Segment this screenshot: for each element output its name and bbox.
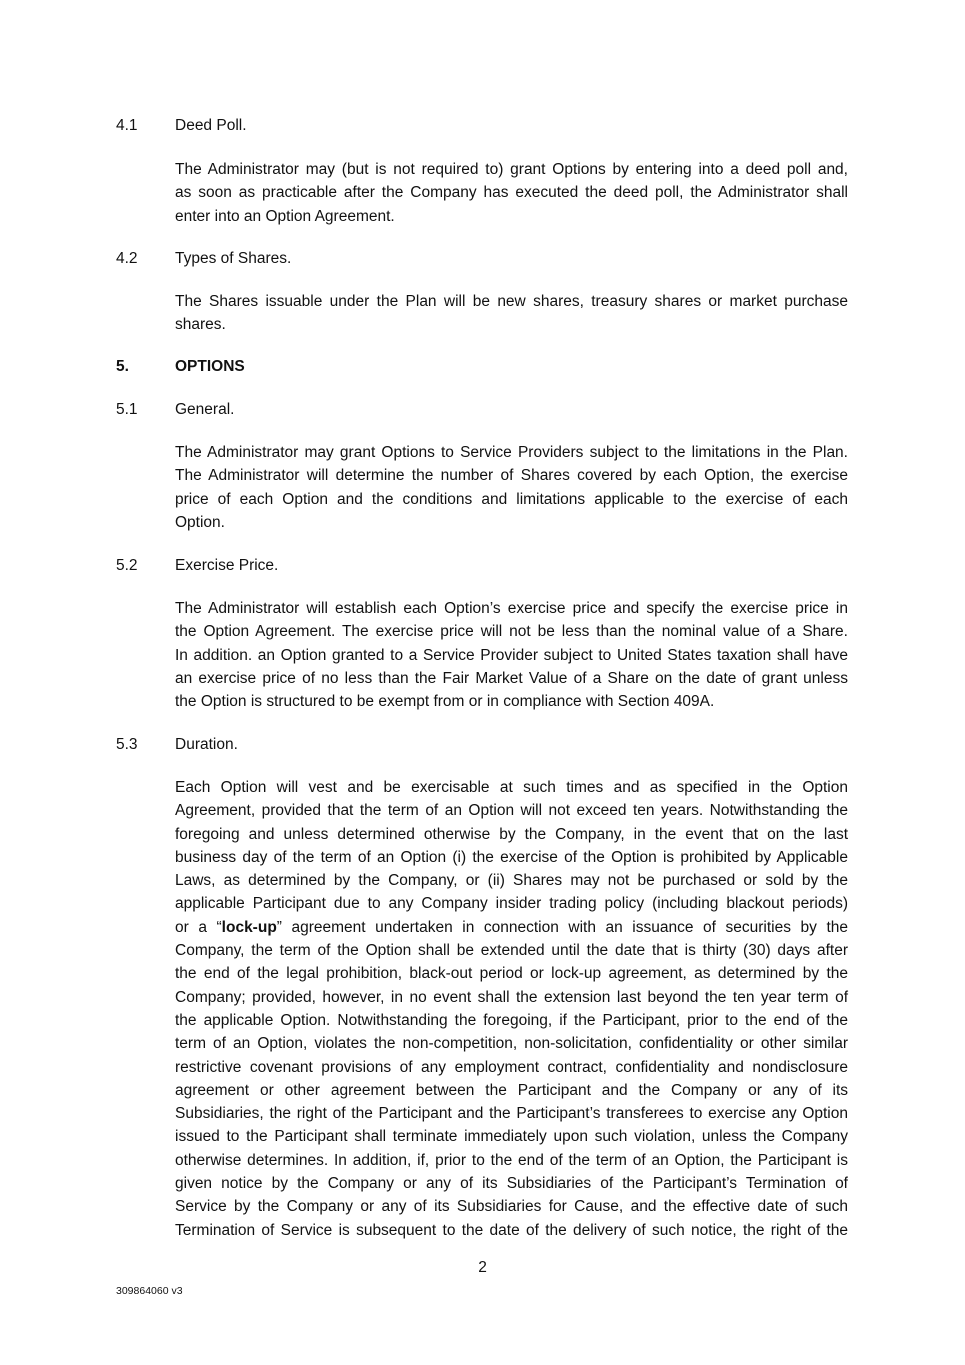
section-number: 4.2 xyxy=(116,250,138,267)
paragraph-line xyxy=(175,916,848,939)
paragraph-line: foregoing and unless determined otherwise by the Company, in the event that on the last xyxy=(175,825,848,843)
paragraph-line: the applicable Option. Notwithstanding the foregoing, if the Participant, prior to the end of the xyxy=(175,1011,848,1029)
paragraph-line: shares. xyxy=(175,316,226,334)
paragraph-line: the Option is structured to be exempt from or in compliance with Section 409A. xyxy=(175,693,715,711)
section-number: 5. xyxy=(116,358,129,375)
section-heading: General. xyxy=(175,401,235,418)
paragraph-line: price of each Option and the conditions and limitations applicable to the exercise of each xyxy=(175,490,848,508)
paragraph-line: Option. xyxy=(175,513,225,531)
section-heading: OPTIONS xyxy=(175,358,245,375)
section-number: 5.2 xyxy=(116,557,138,574)
paragraph-line: the Option Agreement. The exercise price will not be less than the nominal value of a Share. xyxy=(175,623,848,641)
paragraph-line: Company; provided, however, in no event shall the extension last beyond the ten year term of xyxy=(175,988,848,1006)
section-number: 5.1 xyxy=(116,401,138,418)
section-heading: Duration. xyxy=(175,736,238,753)
paragraph-line: an exercise price of no less than the Fair Market Value of a Share on the date of grant unless xyxy=(175,669,848,687)
paragraph-line: as soon as practicable after the Company has executed the deed poll, the Administrator shall xyxy=(175,184,848,202)
section-heading: Types of Shares. xyxy=(175,250,292,267)
section-paragraph xyxy=(175,290,848,337)
paragraph-line: Subsidiaries, the right of the Participant and the Participant’s transferees to exercise any Option xyxy=(175,1105,848,1123)
section-paragraph xyxy=(175,776,848,1242)
paragraph-line: applicable Participant due to any Company insider trading policy (including blackout periods) xyxy=(175,895,848,913)
paragraph-line: Service by the Company or any of its Subsidiaries for Cause, and the effective date of such xyxy=(175,1198,848,1216)
paragraph-line: issued to the Participant shall terminate immediately upon such violation, unless the Company xyxy=(175,1128,848,1146)
section-paragraph xyxy=(175,158,848,228)
paragraph-line: otherwise determines. In addition, if, prior to the end of the term of an Option, the Participant is xyxy=(175,1151,848,1169)
paragraph-line: enter into an Option Agreement. xyxy=(175,207,395,225)
section-number: 4.1 xyxy=(116,117,138,134)
section-heading: Deed Poll. xyxy=(175,117,247,134)
bold-term: lock-up xyxy=(221,918,277,936)
paragraph-line: Company, the term of the Option shall be extended until the date that is thirty (30) days after xyxy=(175,942,848,960)
paragraph-line: restrictive covenant provisions of any employment contract, confidentiality and nondisclosure xyxy=(175,1058,848,1076)
paragraph-line: term of an Option, violates the non-competition, non-solicitation, confidentiality or other similar xyxy=(175,1035,848,1053)
paragraph-line: business day of the term of an Option (i) the exercise of the Option is prohibited by Applicable xyxy=(175,848,848,866)
paragraph-line: agreement or other agreement between the Participant and the Company or any of its xyxy=(175,1081,848,1099)
paragraph-line: given notice by the Company or any of its Subsidiaries of the Participant’s Termination of xyxy=(175,1175,848,1193)
paragraph-line: Laws, as determined by the Company, or (ii) Shares may not be purchased or sold by the xyxy=(175,872,848,890)
paragraph-line: In addition. an Option granted to a Service Provider subject to United States taxation shall have xyxy=(175,646,848,664)
paragraph-line: The Administrator will establish each Option’s exercise price and specify the exercise price in xyxy=(175,600,848,617)
paragraph-line: The Administrator may (but is not required to) grant Options by entering into a deed poll and, xyxy=(175,161,848,178)
text-segment: ” agreement undertaken in connection with an issuance of securities by the xyxy=(276,918,848,936)
section-heading: Exercise Price. xyxy=(175,557,279,574)
section-paragraph xyxy=(175,597,848,713)
paragraph-line: The Administrator will determine the number of Shares covered by each Option, the exercise xyxy=(175,467,848,485)
section-paragraph xyxy=(175,441,848,534)
paragraph-line: The Administrator may grant Options to Service Providers subject to the limitations in the Plan. xyxy=(175,444,848,461)
paragraph-line: Termination of Service is subsequent to the date of the delivery of such notice, the right of the xyxy=(175,1221,848,1239)
text-segment: or a “ xyxy=(175,918,222,936)
section-number: 5.3 xyxy=(116,736,138,753)
paragraph-line: the end of the legal prohibition, black-out period or lock-up agreement, as determined by the xyxy=(175,965,848,983)
paragraph-line: Agreement, provided that the term of an Option will not exceed ten years. Notwithstanding the xyxy=(175,802,848,820)
document-reference: 309864060 v3 xyxy=(116,1285,183,1297)
paragraph-line: The Shares issuable under the Plan will be new shares, treasury shares or market purchase xyxy=(175,293,848,310)
paragraph-line: Each Option will vest and be exercisable at such times and as specified in the Option xyxy=(175,779,848,796)
page-number: 2 xyxy=(478,1259,487,1276)
